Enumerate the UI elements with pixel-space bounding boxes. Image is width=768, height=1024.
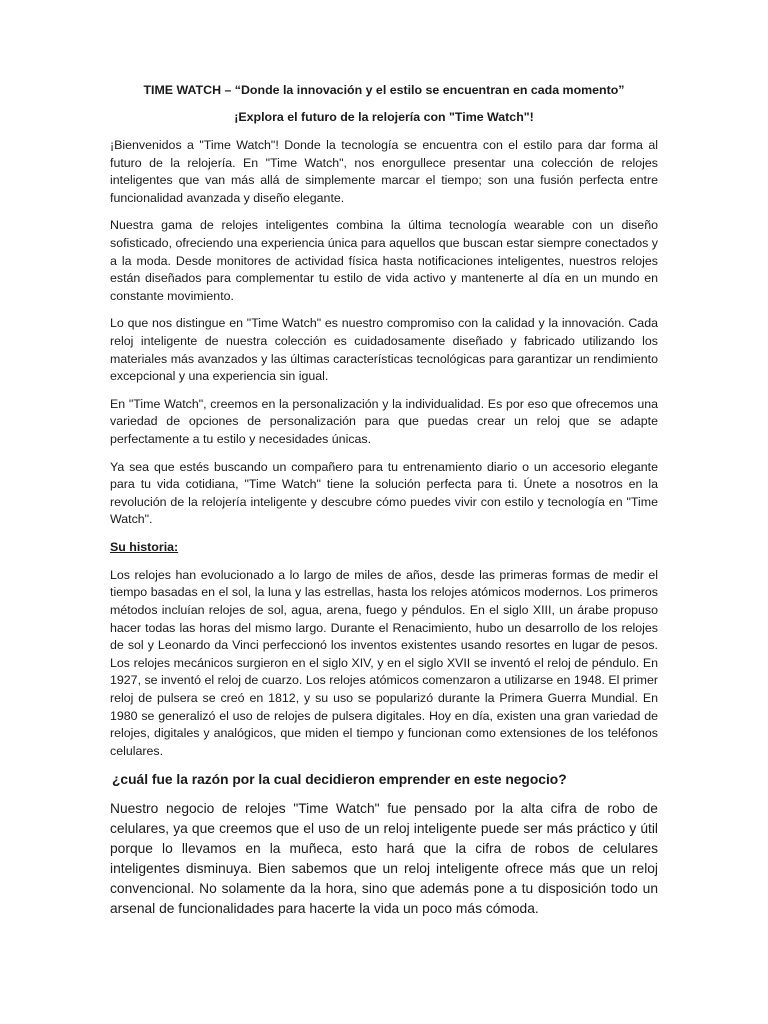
reason-answer: Nuestro negocio de relojes "Time Watch" fue pensado por la alta cifra de robo de celulares, ya que creemos que el uso de un reloj inteligente puede ser más práctico y útil porque lo llevamos en la muñeca, esto hará que la cifra de robos de celulares inteligentes disminuya. Bien sabemos que un reloj inteligente ofrece más que un reloj convencional. No solamente da la hora, sino que además pone a tu disposición todo un arsenal de funcionalidades para hacerte la vida un poco más cómoda. xyxy=(110,801,658,917)
intro-paragraph-4: En "Time Watch", creemos en la personalización y la individualidad. Es por eso que ofrecemos una variedad de opciones de personalización para que puedas crear un reloj que se adapte perfectamente a tu estilo y necesidades únicas. xyxy=(110,396,658,446)
document-title: TIME WATCH – “Donde la innovación y el estilo se encuentran en cada momento” xyxy=(143,83,625,97)
reason-question: ¿cuál fue la razón por la cual decidieron emprender en este negocio? xyxy=(112,772,567,788)
history-paragraph: Los relojes han evolucionado a lo largo de miles de años, desde las primeras formas de medir el tiempo basadas en el sol, la luna y las estrellas, hasta los relojes atómicos modernos. Los primeros métodos incluían relojes de sol, agua, arena, fuego y péndulos. En el siglo XIII, un árabe propuso hacer todas las horas del mismo largo. Durante el Renacimiento, hubo un desarrollo de los relojes de sol y Leonardo da Vinci perfeccionó los inventos existentes usando resortes en lugar de pesos. Los relojes mecánicos surgieron en el siglo XIV, y en el siglo XVII se inventó el reloj de péndulo. En 1927, se inventó el reloj de cuarzo. Los relojes atómicos comenzaron a utilizarse en 1948. El primer reloj de pulsera se creó en 1812, y su uso se popularizó durante la Primera Guerra Mundial. En 1980 se generalizó el uso de relojes de pulsera digitales. Hoy en día, existen una gran variedad de relojes, digitales y analógicos, que miden el tiempo y funcionan como extensiones de los teléfonos celulares. xyxy=(110,567,658,758)
document-page xyxy=(110,82,658,919)
intro-paragraph-5: Ya sea que estés buscando un compañero para tu entrenamiento diario o un accesorio elegante para tu vida cotidiana, "Time Watch" tiene la solución perfecta para ti. Únete a nosotros en la revolución de la relojería inteligente y descubre cómo puedes vivir con estilo y tecnología en "Time Watch". xyxy=(110,459,658,527)
intro-paragraph-2: Nuestra gama de relojes inteligentes combina la última tecnología wearable con un diseño sofisticado, ofreciendo una experiencia única para aquellos que buscan estar siempre conectados y a la moda. Desde monitores de actividad física hasta notificaciones inteligentes, nuestros relojes están diseñados para complementar tu estilo de vida activo y mantenerte al día en un mundo en constante movimiento. xyxy=(110,218,658,303)
history-heading: Su historia: xyxy=(110,539,179,554)
document-subtitle: ¡Explora el futuro de la relojería con "Time Watch"! xyxy=(234,110,534,124)
intro-paragraph-3: Lo que nos distingue en "Time Watch" es nuestro compromiso con la calidad y la innovación. Cada reloj inteligente de nuestra colección es cuidadosamente diseñado y fabricado utilizando los materiales más avanzados y las últimas características tecnológicas para garantizar un rendimiento excepcional y una experiencia sin igual. xyxy=(110,316,658,384)
intro-paragraph-1: ¡Bienvenidos a "Time Watch"! Donde la tecnología se encuentra con el estilo para dar forma al futuro de la relojería. En "Time Watch", nos enorgullece presentar una colección de relojes inteligentes que van más allá de simplemente marcar el tiempo; son una fusión perfecta entre funcionalidad avanzada y diseño elegante. xyxy=(110,138,658,205)
